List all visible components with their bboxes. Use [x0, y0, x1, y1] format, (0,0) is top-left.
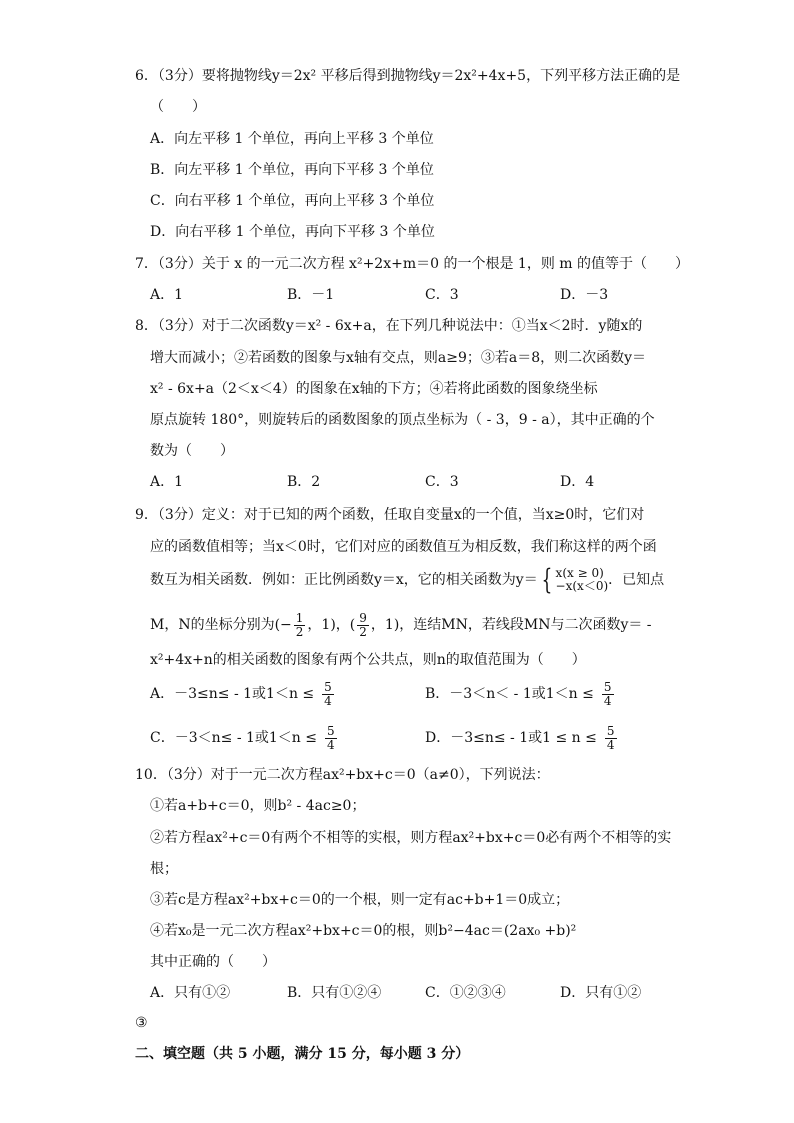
q10-statement-2-line1: ②若方程ax²+c＝0有两个不相等的实根，则方程ax²+bx+c＝0必有两个不相等的实	[150, 830, 672, 846]
q10-option-b: B．只有①②④	[287, 985, 382, 1001]
q10-stem: 10．（3分）对于一元二次方程ax²+bx+c＝0（a≠0），下列说法：	[135, 767, 550, 783]
option-text: D．－3≤n≤ - 1或1 ≤ n ≤	[425, 730, 597, 746]
q6-stem-line1: 6．（3分）要将抛物线y＝2x² 平移后得到抛物线y＝2x²+4x+5，下列平移方法正确的是	[135, 68, 681, 84]
q6-option-c: C．向右平移 1 个单位，再向上平移 3 个单位	[150, 193, 435, 209]
q7-option-d: D．－3	[560, 287, 609, 303]
q8-option-b: B．2	[287, 474, 321, 490]
q9-line4-text-a: M，N的坐标分别为(−	[150, 617, 292, 633]
fraction-denominator: 4	[324, 693, 332, 708]
q9-line3-text: 数互为相关函数．例如：正比例函数y＝x，它的相关函数为y＝	[150, 572, 538, 588]
q6-option-b: B．向左平移 1 个单位，再向下平移 3 个单位	[150, 162, 434, 178]
q10-statement-2-line2: 根；	[150, 861, 178, 877]
case-top: x(x ≥ 0)	[555, 566, 604, 580]
q7-option-b: B．－1	[287, 287, 335, 303]
q10-statement-4: ④若x₀是一元二次方程ax²+bx+c＝0的根，则b²−4ac＝(2ax₀ +b)²	[150, 923, 577, 939]
fraction-five-quarters	[605, 725, 617, 752]
q8-stem-line3: x² - 6x+a（2＜x＜4）的图象在x轴的下方；④若将此函数的图象绕坐标	[150, 381, 598, 397]
section-two-heading: 二、填空题（共 5 小题，满分 15 分，每小题 3 分）	[135, 1046, 470, 1062]
q9-option-b	[425, 676, 794, 712]
fraction-numerator: 1	[295, 610, 304, 625]
fraction-numerator: 9	[359, 610, 367, 625]
q8-stem-line1: 8．（3分）对于二次函数y＝x² - 6x+a，在下列几种说法中：①当x＜2时．y随x的	[135, 318, 643, 334]
q9-stem-line4	[150, 607, 794, 643]
fraction-numerator: 5	[603, 679, 612, 694]
fraction-one-half	[294, 612, 306, 639]
fraction-numerator: 5	[606, 723, 615, 738]
fraction-denominator: 4	[606, 737, 615, 752]
q7-option-c: C．3	[425, 287, 459, 303]
q10-statement-3: ③若c是方程ax²+bx+c＝0的一个根，则一定有ac+b+1＝0成立；	[150, 892, 570, 908]
piecewise-cases	[556, 567, 609, 593]
q8-option-c: C．3	[425, 474, 459, 490]
fraction-numerator: 5	[327, 723, 335, 738]
option-text: C．－3＜n≤ - 1或1＜n ≤	[150, 730, 318, 746]
q8-option-d: D．4	[560, 474, 595, 490]
q7-option-a: A．1	[150, 287, 184, 303]
fraction-denominator: 2	[359, 624, 367, 639]
q9-stem-line3	[150, 562, 794, 598]
q10-option-d: D．只有①②	[560, 985, 642, 1001]
q7-stem: 7．（3分）关于 x 的一元二次方程 x²+2x+m＝0 的一个根是 1，则 m 的值等于（ ）	[135, 256, 689, 272]
q8-option-a: A．1	[150, 474, 184, 490]
fraction-numerator: 5	[324, 679, 332, 694]
q6-option-a: A．向左平移 1 个单位，再向上平移 3 个单位	[150, 131, 434, 147]
q10-statement-1: ①若a+b+c＝0，则b² - 4ac≥0；	[150, 798, 366, 814]
q9-line4-text-b: ，1)，(	[307, 617, 356, 633]
q10-prompt: 其中正确的（ ）	[150, 954, 276, 970]
q10-option-c: C．①②③④	[425, 985, 506, 1001]
fraction-denominator: 2	[295, 624, 304, 639]
q6-stem-line2: （ ）	[150, 99, 206, 115]
q9-stem-line5: x²+4x+n的相关函数的图象有两个公共点，则n的取值范围为（ ）	[150, 652, 586, 668]
case-bottom: −x(x＜0)	[555, 579, 609, 593]
fraction-five-quarters	[602, 681, 614, 708]
q9-line3-end: ．已知点	[608, 572, 665, 588]
fraction-five-quarters	[322, 681, 334, 708]
brace-symbol: {	[541, 563, 552, 596]
q10-option-d-continued: ③	[135, 1015, 148, 1031]
q9-stem-line2: 应的函数值相等；当x＜0时，它们对应的函数值互为相反数，我们称这样的两个函	[150, 539, 657, 555]
q9-stem-line1: 9．（3分）定义：对于已知的两个函数，任取自变量x的一个值，当x≥0时，它们对	[135, 507, 645, 523]
q6-option-d: D．向右平移 1 个单位，再向下平移 3 个单位	[150, 224, 435, 240]
fraction-nine-halves	[357, 612, 369, 639]
q9-line4-text-c: ，1)，连结MN，若线段MN与二次函数y＝ -	[370, 617, 652, 633]
fraction-denominator: 4	[603, 693, 612, 708]
option-text: B．－3＜n＜ - 1或1＜n ≤	[425, 686, 594, 702]
option-text: A．－3≤n≤ - 1或1＜n ≤	[150, 686, 315, 702]
q8-stem-line5: 数为（ ）	[150, 443, 234, 459]
q10-option-a: A．只有①②	[150, 985, 231, 1001]
q8-stem-line4: 原点旋转 180°，则旋转后的函数图象的顶点坐标为（ - 3，9 - a），其中正确的个	[150, 412, 655, 428]
fraction-denominator: 4	[327, 737, 335, 752]
q8-stem-line2: 增大而减小；②若函数的图象与x轴有交点，则a≥9；③若a＝8，则二次函数y＝	[150, 350, 647, 366]
fraction-five-quarters	[325, 725, 337, 752]
q9-option-d	[425, 720, 794, 756]
